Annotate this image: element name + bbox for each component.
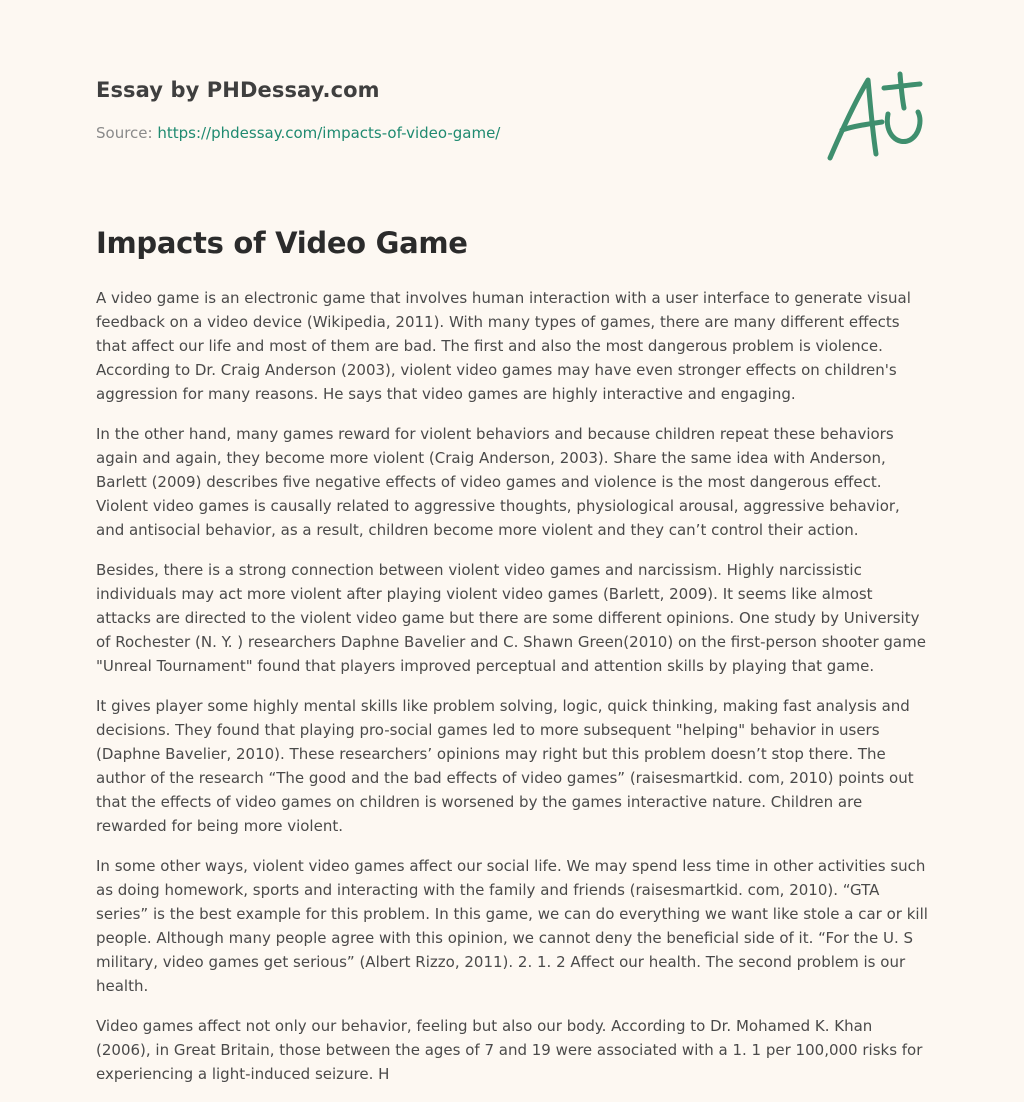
essay-title: Impacts of Video Game (96, 226, 468, 260)
essay-paragraph: It gives player some highly mental skills like problem solving, logic, quick thinking, making fast analysis and decisions. They found that playing pro-social games led to more subsequent "helping" behavior in users (Daphne Bavelier, 2010). These researchers’ opinions may right but this problem doesn’t stop there. The author of the research “The good and the bad effects of video games” (raisesmartkid. com, 2010) points out that the effects of video games on children is worsened by the games interactive nature. Children are rewarded for being more violent. (96, 697, 914, 835)
source-link[interactable]: https://phdessay.com/impacts-of-video-game/ (157, 124, 501, 142)
essay-paragraph: Besides, there is a strong connection between violent video games and narcissism. Highly narcissistic individuals may act more violent after playing violent video games (Barlett, 2009). It seems like almost attacks are directed to the violent video game but there are some different opinions. One study by University of Rochester (N. Y. ) researchers Daphne Bavelier and C. Shawn Green(2010) on the first-person shooter game "Unreal Tournament" found that players improved perceptual and attention skills by playing that game. (96, 561, 926, 675)
essay-paragraph: Video games affect not only our behavior, feeling but also our body. According to Dr. Mohamed K. Khan (2006), in Great Britain, those between the ages of 7 and 19 were associated with a 1. 1 per 100,000 risks for experiencing a light-induced seizure. H (96, 1017, 923, 1083)
essay-paragraph: In the other hand, many games reward for violent behaviors and because children repeat these behaviors again and again, they become more violent (Craig Anderson, 2003). Share the same idea with Anderson, Barlett (2009) describes five negative effects of video games and violence is the most dangerous effect. Violent video games is causally related to aggressive thoughts, physiological arousal, aggressive behavior, and antisocial behavior, as a result, children become more violent and they can’t control their action. (96, 425, 900, 539)
site-brand: Essay by PHDessay.com (96, 78, 380, 102)
source-line (96, 124, 500, 142)
a-plus-icon (824, 70, 928, 166)
essay-body (96, 286, 928, 1102)
essay-paragraph: A video game is an electronic game that involves human interaction with a user interface to generate visual feedback on a video device (Wikipedia, 2011). With many types of games, there are many different effects that affect our life and most of them are bad. The first and also the most dangerous problem is violence. According to Dr. Craig Anderson (2003), violent video games may have even stronger effects on children's aggression for many reasons. He says that video games are highly interactive and engaging. (96, 289, 911, 403)
source-label: Source: (96, 124, 158, 142)
essay-paragraph: In some other ways, violent video games affect our social life. We may spend less time in other activities such as doing homework, sports and interacting with the family and friends (raisesmartkid. com, 2010). “GTA series” is the best example for this problem. In this game, we can do everything we want like stole a car or kill people. Although many people agree with this opinion, we cannot deny the beneficial side of it. “For the U. S military, video games get serious” (Albert Rizzo, 2011). 2. 1. 2 Affect our health. The second problem is our health. (96, 857, 928, 995)
